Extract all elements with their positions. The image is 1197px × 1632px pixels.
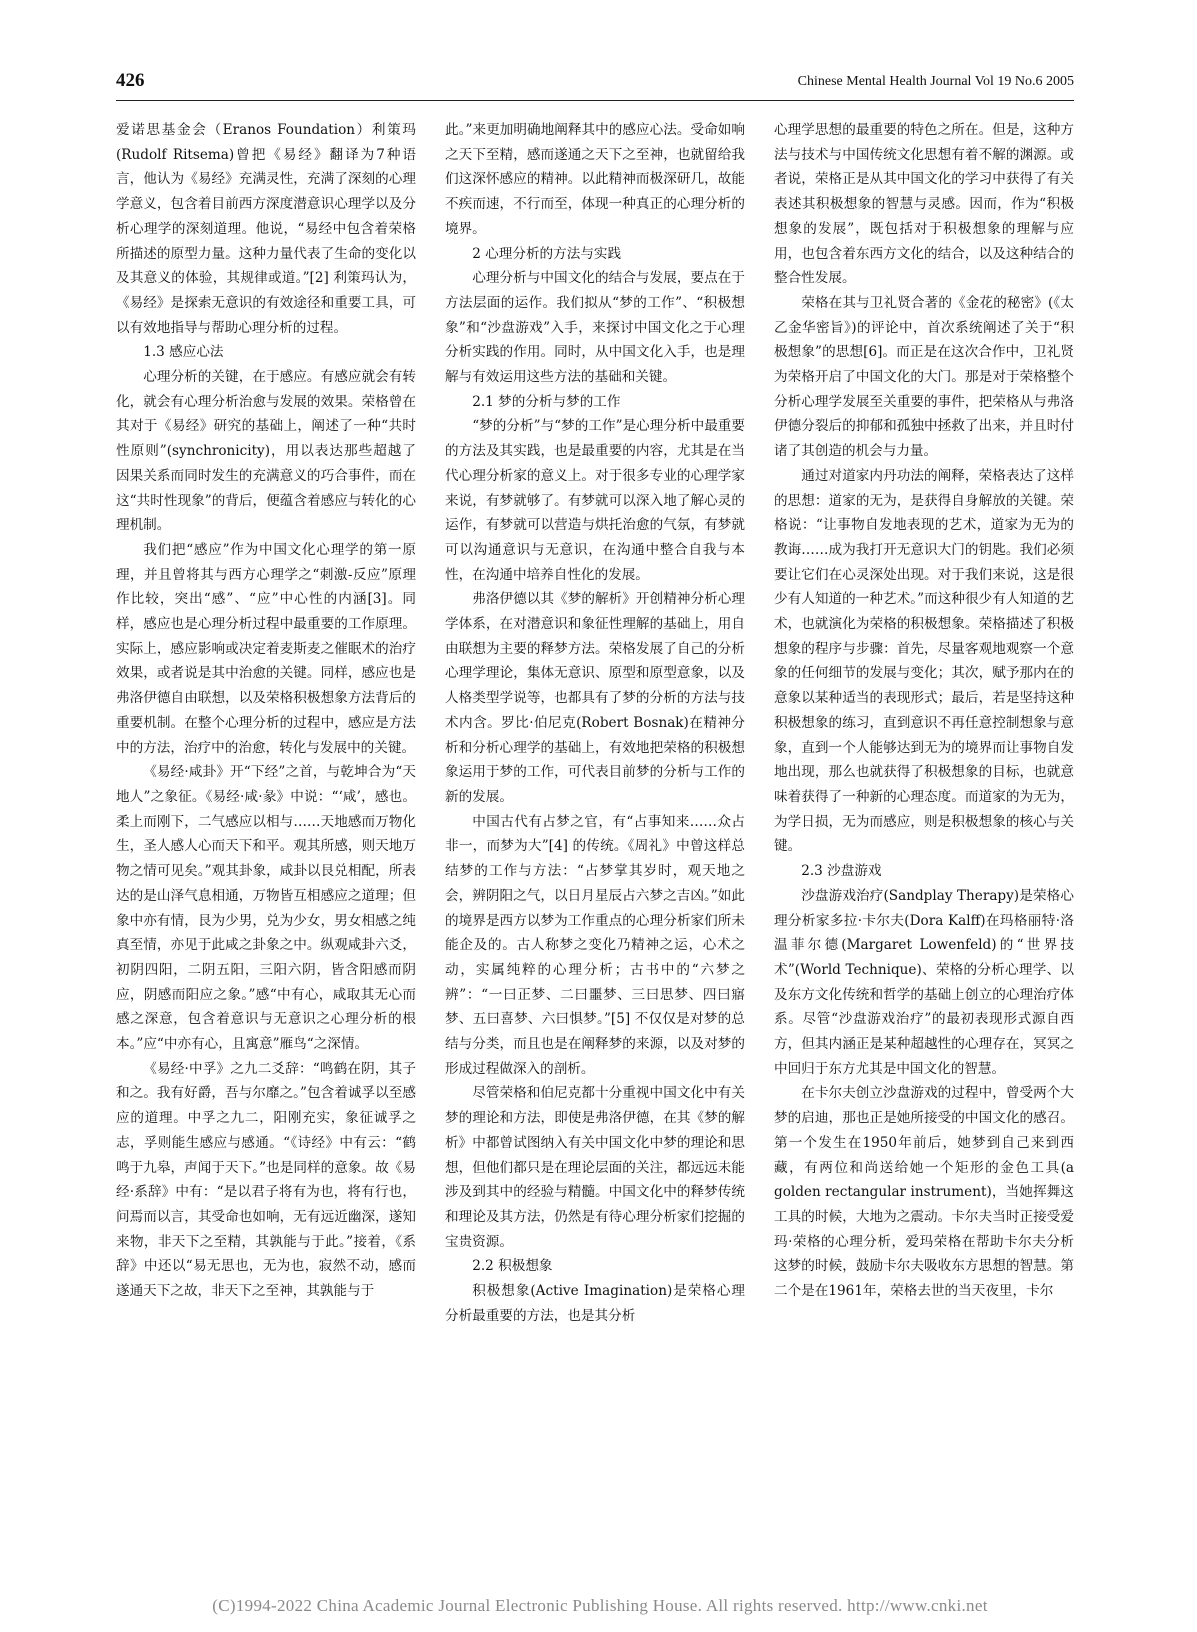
paragraph: 在卡尔夫创立沙盘游戏的过程中，曾受两个大梦的启迪，那也正是她所接受的中国文化的感召。第一个发生在1950年前后，她梦到自己来到西藏，有两位和尚送给她一个矩形的金色工具(a golden rectangular instrument)，当她挥舞这工具的时候，大地为之震动。卡尔夫当时正接受爱玛·荣格的心理分析，爱玛荣格在帮助卡尔夫分析这梦的时候，鼓励卡尔夫吸收东方思想的智慧。第二个是在1961年，荣格去世的当天夜里，卡尔	[774, 1085, 1074, 1300]
paragraph: “梦的分析”与“梦的工作”是心理分析中最重要的方法及其实践，也是最重要的内容，尤其是在当代心理分析家的意义上。对于很多专业的心理学家来说，有梦就够了。有梦就可以深入地了解心灵的运作，有梦就可以营造与烘托治愈的气氛，有梦就可以沟通意识与无意识，在沟通中整合自我与本性，在沟通中培养自性化的发展。	[445, 418, 745, 583]
paragraph: 此。”来更加明确地阐释其中的感应心法。受命如响之天下至精，感而遂通之天下之至神，也就留给我们这深怀感应的精神。以此精神而极深研几，故能不疾而速，不行而至，体现一种真正的心理分析的境界。	[445, 122, 745, 237]
paragraph: 我们把“感应”作为中国文化心理学的第一原理，并且曾将其与西方心理学之“刺激-反应”原理作比较，突出“感”、“应”中心性的内涵[3]。同样，感应也是心理分析过程中最重要的工作原理。实际上，感应影响或决定着麦斯麦之催眠术的治疗效果，或者说是其中治愈的关键。同样，感应也是弗洛伊德自由联想，以及荣格积极想象方法背后的重要机制。在整个心理分析的过程中，感应是方法中的方法，治疗中的治愈，转化与发展中的关键。	[116, 541, 416, 756]
journal-citation: Chinese Mental Health Journal Vol 19 No.6 2005	[797, 74, 1074, 89]
section-heading: 1.3 感应心法	[143, 344, 224, 361]
paragraph: 《易经·咸卦》开“下经”之首，与乾坤合为“天地人”之象征。《易经·咸·彖》中说：“‘咸’，感也。柔上而刚下，二气感应以相与……天地感而万物化生，圣人感人心而天下和平。观其所感，则天地万物之情可见矣。”观其卦象，咸卦以艮兑相配，所表达的是山泽气息相通，万物皆互相感应之道理；但象中亦有情，艮为少男，兑为少女，男女相感之纯真至情，亦见于此咸之卦象之中。纵观咸卦六爻，初阴四阳，二阴五阳，三阳六阴，皆含阳感而阴应，阴感而阳应之象。”感“中有心，咸取其无心而感之深意，包含着意识与无意识之心理分析的根本。”应“中亦有心，且寓意”雁鸟“之深情。	[116, 764, 416, 1053]
paragraph: 《易经·中孚》之九二爻辞：“鸣鹤在阴，其子和之。我有好爵，吾与尔靡之。”包含着诚孚以至感应的道理。中孚之九二，阳刚充实，象征诚孚之志，孚则能生感应与感通。“《诗经》中有云：“鹤鸣于九皋，声闻于天下。”也是同样的意象。故《易经·系辞》中有：“是以君子将有为也，将有行也，问焉而以言，其受命也如响，无有远近幽深，遂知来物，非天下之至精，其孰能与于此。”接着，《系辞》中还以“易无思也，无为也，寂然不动，感而遂通天下之故，非天下之至神，其孰能与于	[116, 1060, 416, 1300]
paragraph: 爱诺思基金会（Eranos Foundation）利策玛(Rudolf Ritsema)曾把《易经》翻译为7种语言，他认为《易经》充满灵性，充满了深刻的心理学意义，包含着目前西方深度潜意识心理学以及分析心理学的深刻道理。他说，“易经中包含着荣格所描述的原型力量。这种力量代表了生命的变化以及其意义的体验，其规律或道。”[2] 利策玛认为，《易经》是探索无意识的有效途径和重要工具，可以有效地指导与帮助心理分析的过程。	[116, 122, 416, 336]
header-rule	[116, 100, 1074, 101]
text-column-3	[774, 118, 1074, 1304]
paragraph: 尽管荣格和伯尼克都十分重视中国文化中有关梦的理论和方法，即使是弗洛伊德，在其《梦的解析》中都曾试图纳入有关中国文化中梦的理论和思想，但他们都只是在理论层面的关注，都远远未能涉及到其中的经验与精髓。中国文化中的释梦传统和理论及其方法，仍然是有待心理分析家们挖掘的宝贵资源。	[445, 1085, 745, 1250]
section-heading: 2.1 梦的分析与梦的工作	[472, 393, 621, 410]
section-heading: 2.3 沙盘游戏	[801, 863, 882, 880]
text-column-1	[116, 118, 416, 1304]
paragraph: 心理分析与中国文化的结合与发展，要点在于方法层面的运作。我们拟从“梦的工作”、“积极想象”和“沙盘游戏”入手，来探讨中国文化之于心理分析实践的作用。同时，从中国文化入手，也是理解与有效运用这些方法的基础和关键。	[445, 270, 745, 386]
page-number: 426	[116, 70, 145, 91]
paragraph: 心理学思想的最重要的特色之所在。但是，这种方法与技术与中国传统文化思想有着不解的渊源。或者说，荣格正是从其中国文化的学习中获得了有关表述其积极想象的智慧与灵感。因而，作为“积极想象的发展”，既包括对于积极想象的理解与应用，也包含着东西方文化的结合，以及这种结合的整合性发展。	[774, 122, 1074, 287]
paragraph: 积极想象(Active Imagination)是荣格心理分析最重要的方法，也是其分析	[445, 1283, 745, 1324]
paragraph: 心理分析的关键，在于感应。有感应就会有转化，就会有心理分析治愈与发展的效果。荣格曾在其对于《易经》研究的基础上，阐述了一种“共时性原则”(synchronicity)，用以表达那些超越了因果关系而同时发生的充满意义的巧合事件，而在这“共时性现象”的背后，便蕴含着感应与转化的心理机制。	[116, 369, 416, 534]
text-column-2	[445, 118, 745, 1328]
section-heading: 2.2 积极想象	[472, 1258, 553, 1275]
paragraph: 弗洛伊德以其《梦的解析》开创精神分析心理学体系，在对潜意识和象征性理解的基础上，用自由联想为主要的释梦方法。荣格发展了自己的分析心理学理论，集体无意识、原型和原型意象，以及人格类型学说等，也都具有了梦的分析的方法与技术内含。罗比·伯尼克(Robert Bosnak)在精神分析和分析心理学的基础上，有效地把荣格的积极想象运用于梦的工作，可代表目前梦的分析与工作的新的发展。	[445, 591, 745, 805]
paragraph: 中国古代有占梦之官，有“占事知来……众占非一，而梦为大”[4] 的传统。《周礼》中曾这样总结梦的工作与方法：“占梦掌其岁时，观天地之会，辨阴阳之气，以日月星辰占六梦之吉凶。”如此的境界是西方以梦为工作重点的心理分析家们所未能企及的。古人称梦之变化乃精神之运，心术之动，实属纯粹的心理分析；古书中的“六梦之辨”：“一曰正梦、二曰噩梦、三曰思梦、四曰寤梦、五曰喜梦、六曰惧梦。”[5] 不仅仅是对梦的总结与分类，而且也是在阐释梦的来源，以及对梦的形成过程做深入的剖析。	[445, 813, 745, 1077]
paragraph: 沙盘游戏治疗(Sandplay Therapy)是荣格心理分析家多拉·卡尔夫(Dora Kalff)在玛格丽特·洛温菲尔德(Margaret Lowenfeld)的“世界技术”(World Technique)、荣格的分析心理学、以及东方文化传统和哲学的基础上创立的心理治疗体系。尽管“沙盘游戏治疗”的最初表现形式源自西方，但其内涵正是某种超越性的心理存在，冥冥之中回归于东方尤其是中国文化的智慧。	[774, 887, 1074, 1077]
section-heading: 2 心理分析的方法与实践	[472, 245, 622, 262]
paragraph: 荣格在其与卫礼贤合著的《金花的秘密》(《太乙金华密旨》)的评论中，首次系统阐述了关于“积极想象”的思想[6]。而正是在这次合作中，卫礼贤为荣格开启了中国文化的大门。那是对于荣格整个分析心理学发展至关重要的事件，把荣格从与弗洛伊德分裂后的抑郁和孤独中拯救了出来，并且时付诸了其创造的机会与力量。	[774, 294, 1074, 460]
page-header	[116, 70, 1074, 100]
paragraph: 通过对道家内丹功法的阐释，荣格表达了这样的思想：道家的无为，是获得自身解放的关键。荣格说：“让事物自发地表现的艺术，道家为无为的教诲……成为我打开无意识大门的钥匙。我们必须要让它们在心灵深处出现。对于我们来说，这是很少有人知道的一种艺术。”而这种很少有人知道的艺术，也就演化为荣格的积极想象。荣格描述了积极想象的程序与步骤：首先，尽量客观地观察一个意象的任何细节的发展与变化；其次，赋予那内在的意象以某种适当的表现形式；最后，若是坚持这种积极想象的练习，直到意识不再任意控制想象与意象，直到一个人能够达到无为的境界而让事物自发地出现，那么也就获得了积极想象的目标，也就意味着获得了一种新的心理态度。而道家的为无为，为学日损，无为而感应，则是积极想象的核心与关键。	[774, 467, 1074, 855]
copyright-footer: (C)1994-2022 China Academic Journal Electronic Publishing House. All rights reserved. http://www.cnki.net	[212, 1596, 988, 1615]
